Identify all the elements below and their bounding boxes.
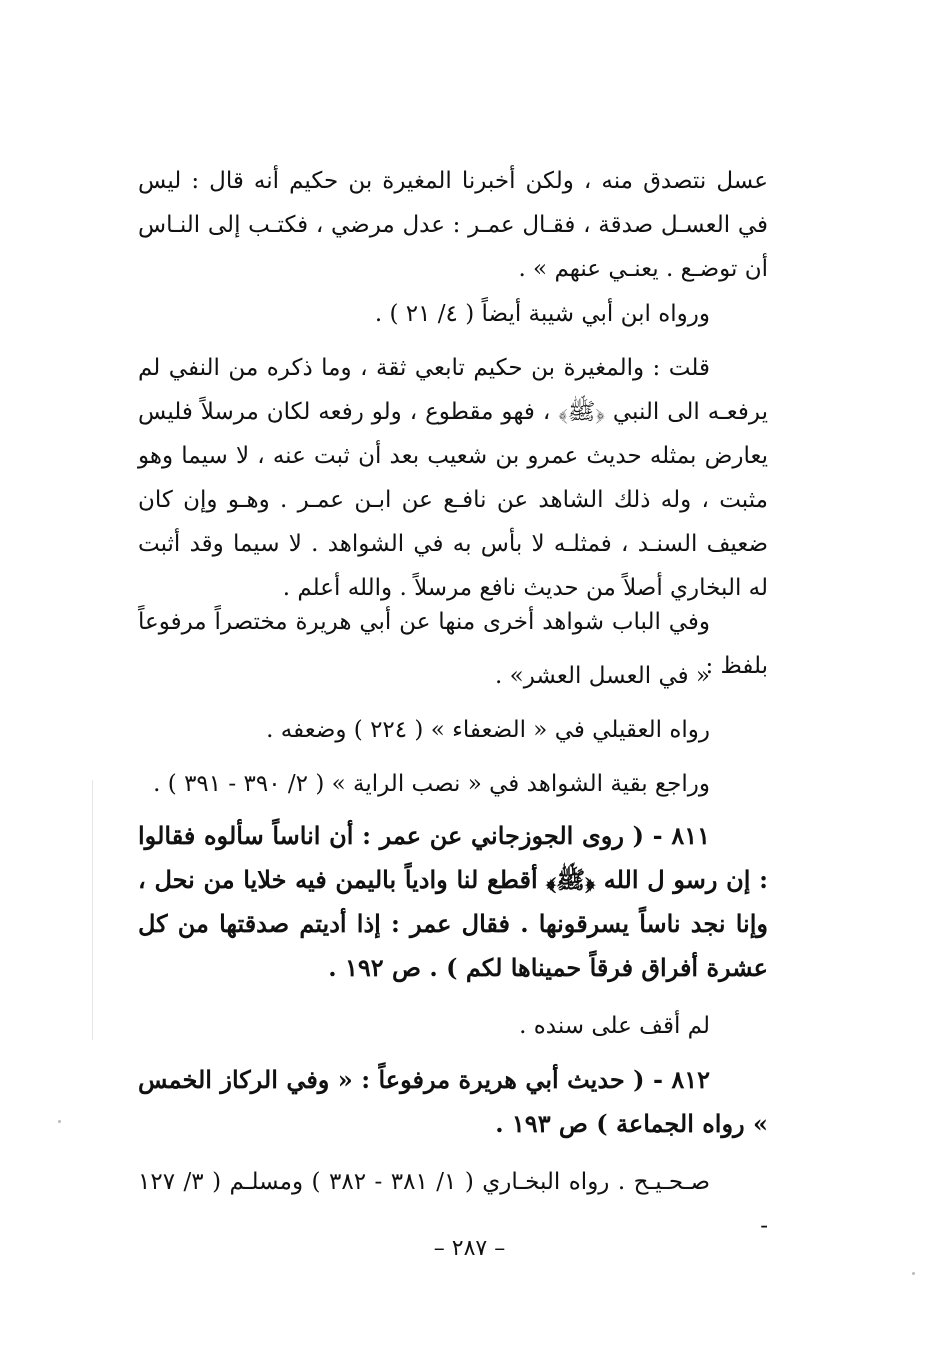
paragraph-text: وراجع بقية الشواهد في « نصب الراية » ( ٢/ ٣٩٠ - ٣٩١ ) . xyxy=(153,771,710,797)
paragraph-text: قلت : والمغيرة بن حكيم تابعي ثقة ، وما ذكره من النفي لم يرفعـه الى النبي ﴿ﷺ﴾ ، فهو مقطوع ، ولو رفعه لكان مرسلاً فليس يعارض بمثله حديث عمرو بن شعيب بعد أن ثبت عنه ، لا سيما وهو مثبت ، وله ذلك الشاهد عن نافـع عن ابـن عمـر . وهـو وإن كان ضعيف السنـد ، فمثلـه لا بأس به في الشواهد . لا سيما وقد أثبت له البخاري أصلاً من حديث نافع مرسلاً . والله أعلم . xyxy=(138,355,768,601)
hadith-812 xyxy=(138,1058,768,1146)
hadith-811 xyxy=(138,814,768,990)
paragraph-text: لم أقف على سنده . xyxy=(519,1013,710,1039)
paragraph-commentary xyxy=(138,346,768,610)
paragraph-quote xyxy=(138,654,768,698)
paragraph-text: صـحـيـح . رواه البخـاري ( ١/ ٣٨١ - ٣٨٢ ) ومسلـم ( ٣/ ١٢٧ - xyxy=(138,1169,768,1239)
paragraph-uqayli xyxy=(138,708,768,752)
paragraph-ibn-abi-shayba xyxy=(138,292,768,336)
paragraph-text: عسل نتصدق منه ، ولكن أخبرنا المغيرة بن حكيم أنه قال : ليس في العسـل صدقة ، فقـال عمـر : عدل مرضي ، فكتـب إلى النـاس أن توضـع . يعنـي عنهم » . xyxy=(138,168,768,282)
scan-margin-shadow xyxy=(92,780,93,1040)
paragraph-text: وفي الباب شواهد أخرى منها عن أبي هريرة مختصراً مرفوعاً بلفظ : xyxy=(138,609,768,679)
scan-speck xyxy=(912,1272,915,1275)
hadith-text: ٨١٢ - ( حديث أبي هريرة مرفوعاً : « وفي الركاز الخمس » رواه الجماعة ) ص ١٩٣ . xyxy=(138,1065,768,1138)
hadith-text: ٨١١ - ( روى الجوزجاني عن عمر : أن اناساً سألوه فقالوا : إن رسو ل الله ﴿ﷺ﴾ أقطع لنا وادياً باليمن فيه خلايا من نحل ، وإنا نجد ناساً يسرقونها . فقال عمر : إذا أديتم صدقتها من كل عشرة أفراق فرقاً حميناها لكم ) . ص ١٩٢ . xyxy=(138,821,768,982)
scan-speck xyxy=(58,1120,61,1123)
paragraph-text: « في العسل العشر» . xyxy=(495,663,710,689)
page-number: – ٢٨٧ – xyxy=(433,1236,506,1261)
paragraph-text: رواه العقيلي في « الضعفاء » ( ٢٢٤ ) وضعفه . xyxy=(266,717,710,743)
paragraph-no-chain xyxy=(138,1004,768,1048)
paragraph-text: ورواه ابن أبي شيبة أيضاً ( ٤/ ٢١ ) . xyxy=(374,301,710,327)
paragraph-nasb-al-raya xyxy=(138,762,768,806)
paragraph-sahih xyxy=(138,1160,768,1248)
paragraph-continuation xyxy=(138,159,768,291)
